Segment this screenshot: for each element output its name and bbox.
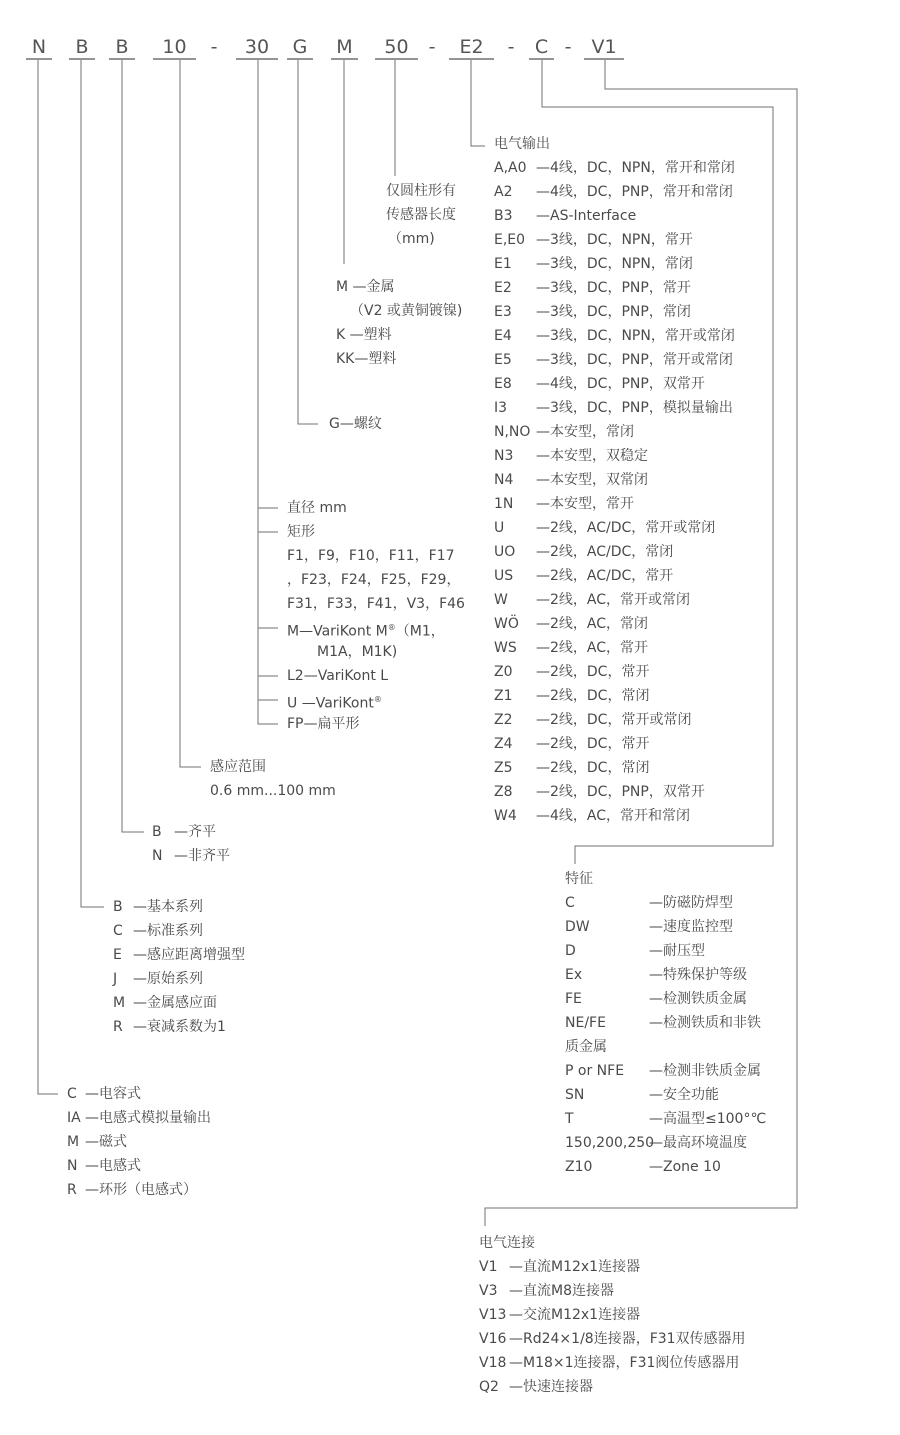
feature-key: SN <box>565 1087 585 1103</box>
list-item <box>479 1303 746 1327</box>
code-part-b1: B <box>75 36 89 58</box>
electrical-output-desc: —2线，DC，常闭 <box>536 760 650 776</box>
sensor-type-desc: —环形（电感式） <box>85 1182 197 1198</box>
feature-desc: —安全功能 <box>649 1087 719 1103</box>
length-line1: 仅圆柱形有 <box>386 183 456 199</box>
electrical-output-key: E2 <box>494 280 512 296</box>
list-item <box>565 891 766 915</box>
list-item <box>494 660 735 684</box>
code-part-m: M <box>336 36 353 58</box>
list-item <box>565 939 766 963</box>
list-item <box>494 228 735 252</box>
series-key: B <box>113 899 123 915</box>
connection-desc: —M18×1连接器，F31阀位传感器用 <box>509 1355 740 1371</box>
connection-desc: —快速连接器 <box>509 1379 593 1395</box>
sensing-range-title: 感应范围 <box>210 759 266 775</box>
electrical-output-key: E8 <box>494 376 512 392</box>
list-item <box>113 943 245 967</box>
feature-desc: —检测铁质金属 <box>649 991 747 1007</box>
sensor-type-key: R <box>67 1182 77 1198</box>
connection-desc: —直流M12x1连接器 <box>509 1259 641 1275</box>
electrical-output-list <box>494 132 735 828</box>
sensing-range-value: 0.6 mm...100 mm <box>210 783 336 799</box>
list-item <box>565 1011 766 1035</box>
list-item <box>494 588 735 612</box>
electrical-output-desc: —3线，DC，PNP，常开或常闭 <box>536 352 733 368</box>
housing-varikont-m-line2: M1A，M1K) <box>317 644 398 660</box>
electrical-output-key: W <box>494 592 508 608</box>
list-item <box>565 1155 766 1179</box>
series-desc: —感应距离增强型 <box>133 947 245 963</box>
series-key: E <box>113 947 122 963</box>
electrical-output-key: E,E0 <box>494 232 526 248</box>
code-part-n: N <box>31 36 47 58</box>
list-item <box>565 1059 766 1083</box>
series-key: J <box>113 971 118 987</box>
electrical-output-key: A,A0 <box>494 160 527 176</box>
feature-key: D <box>565 943 576 959</box>
electrical-output-desc: —3线，DC，PNP，常闭 <box>536 304 691 320</box>
feature-desc: —最高环境温度 <box>649 1135 747 1151</box>
list-item <box>113 1015 245 1039</box>
list-item <box>113 919 245 943</box>
mounting-desc: —非齐平 <box>174 848 230 864</box>
line-sensing-range <box>180 60 201 767</box>
code-dash-2: - <box>428 36 436 58</box>
list-item <box>479 1255 746 1279</box>
connection-desc: —交流M12x1连接器 <box>509 1307 641 1323</box>
electrical-output-desc: —2线，AC/DC，常闭 <box>536 544 674 560</box>
list-item <box>67 1154 211 1178</box>
list-item <box>494 780 735 804</box>
connection-key: Q2 <box>479 1379 499 1395</box>
list-item <box>565 1131 766 1155</box>
list-item <box>494 516 735 540</box>
electrical-output-key: WÖ <box>494 616 519 632</box>
electrical-output-key: B3 <box>494 208 513 224</box>
connection-key: V1 <box>479 1259 498 1275</box>
connection-key: V18 <box>479 1355 507 1371</box>
connection-list <box>479 1231 746 1399</box>
electrical-output-desc: —2线，DC，常开或常闭 <box>536 712 692 728</box>
electrical-output-desc: —2线，AC/DC，常开或常闭 <box>536 520 716 536</box>
code-part-v1: V1 <box>591 36 617 58</box>
list-item <box>113 991 245 1015</box>
electrical-output-desc: —本安型，常闭 <box>536 424 634 440</box>
code-dash-1: - <box>210 36 218 58</box>
electrical-output-key: N,NO <box>494 424 531 440</box>
sensor-type-desc: —磁式 <box>85 1134 127 1150</box>
housing-rect: 矩形 <box>287 524 315 540</box>
electrical-output-key: WS <box>494 640 517 656</box>
line-series <box>81 60 104 907</box>
list-item <box>494 732 735 756</box>
sensor-type-desc: —电容式 <box>85 1086 141 1102</box>
housing-rect-line2: ，F23，F24，F25，F29， <box>287 572 461 588</box>
list-item <box>494 348 735 372</box>
feature-key: Ex <box>565 967 583 983</box>
feature-key: C <box>565 895 575 911</box>
code-part-b2: B <box>115 36 129 58</box>
housing-varikont-m-label: M—VariKont M <box>287 623 388 640</box>
electrical-output-key: N3 <box>494 448 514 464</box>
electrical-output-key: US <box>494 568 514 584</box>
feature-key: Z10 <box>565 1159 593 1175</box>
electrical-output-key: Z0 <box>494 664 513 680</box>
list-item <box>494 396 735 420</box>
feature-desc: —检测铁质和非铁 <box>649 1015 761 1031</box>
feature-desc: —特殊保护等级 <box>649 967 747 983</box>
list-item <box>494 420 735 444</box>
electrical-output-desc: —本安型，双常闭 <box>536 472 648 488</box>
housing-varikont-m-models: （M1， <box>395 623 445 640</box>
electrical-output-desc: —3线，DC，NPN，常开 <box>536 232 693 248</box>
electrical-output-key: E4 <box>494 328 512 344</box>
list-item <box>494 180 735 204</box>
list-item <box>494 612 735 636</box>
list-item <box>67 1106 211 1130</box>
mounting-key: N <box>152 848 163 864</box>
series-key: C <box>113 923 123 939</box>
material-k: K —塑料 <box>336 327 392 343</box>
list-item <box>565 915 766 939</box>
electrical-output-key: UO <box>494 544 516 560</box>
electrical-output-key: N4 <box>494 472 514 488</box>
electrical-output-desc: —4线，DC，NPN，常开和常闭 <box>536 160 735 176</box>
code-dash-3: - <box>507 36 515 58</box>
length-line2: 传感器长度 <box>386 207 456 223</box>
line-output <box>471 60 485 146</box>
list-item <box>479 1351 746 1375</box>
electrical-output-desc: —2线，DC，常闭 <box>536 688 650 704</box>
list-item <box>494 300 735 324</box>
list-item <box>494 708 735 732</box>
feature-key: FE <box>565 991 582 1007</box>
housing-l2: L2—VariKont L <box>287 668 389 684</box>
mounting-list <box>152 820 230 868</box>
series-desc: —标准系列 <box>133 923 203 939</box>
electrical-output-key: Z8 <box>494 784 513 800</box>
electrical-output-desc: —3线，DC，PNP，模拟量输出 <box>536 400 733 416</box>
electrical-output-desc: —本安型，双稳定 <box>536 448 648 464</box>
list-item <box>479 1375 746 1399</box>
mounting-key: B <box>152 824 162 840</box>
electrical-output-title: 电气输出 <box>494 136 550 152</box>
electrical-output-key: Z1 <box>494 688 513 704</box>
electrical-output-key: Z5 <box>494 760 513 776</box>
line-housing <box>258 60 278 724</box>
list-item <box>152 820 230 844</box>
series-key: M <box>113 995 126 1011</box>
electrical-output-desc: —AS-Interface <box>536 208 637 224</box>
series-key: R <box>113 1019 123 1035</box>
list-item <box>113 895 245 919</box>
electrical-output-key: Z2 <box>494 712 513 728</box>
line-thread <box>298 60 318 424</box>
series-desc: —基本系列 <box>133 899 203 915</box>
list-item <box>67 1082 211 1106</box>
material-m: M —金属 <box>336 279 395 295</box>
connection-title: 电气连接 <box>479 1235 535 1251</box>
list-item <box>494 204 735 228</box>
electrical-output-desc: —4线，DC，PNP，常开和常闭 <box>536 184 733 200</box>
sensor-type-desc: —电感式 <box>85 1158 141 1174</box>
feature-key: P or NFE <box>565 1063 625 1079</box>
housing-u <box>287 691 382 713</box>
sensor-type-key: C <box>67 1086 77 1102</box>
housing-diameter: 直径 mm <box>287 500 347 516</box>
electrical-output-desc: —2线，DC，PNP，双常开 <box>536 784 705 800</box>
feature-desc: —速度监控型 <box>649 919 733 935</box>
electrical-output-key: E1 <box>494 256 512 272</box>
electrical-output-desc: —本安型，常开 <box>536 496 634 512</box>
code-part-30: 30 <box>244 36 270 58</box>
sensor-type-key: N <box>67 1158 78 1174</box>
list-item <box>494 564 735 588</box>
list-item <box>494 156 735 180</box>
connection-key: V16 <box>479 1331 507 1347</box>
housing-varikont-m <box>287 619 445 641</box>
list-item <box>494 276 735 300</box>
registered-mark: ® <box>387 623 396 632</box>
electrical-output-key: Z4 <box>494 736 513 752</box>
list-item <box>494 468 735 492</box>
feature-desc: —高温型≤100°℃ <box>649 1111 767 1127</box>
feature-desc: —防磁防焊型 <box>649 895 733 911</box>
line-sensor-type <box>38 60 58 1094</box>
sensor-type-key: IA <box>67 1110 81 1126</box>
features-list <box>565 867 766 1179</box>
code-part-g: G <box>292 36 308 58</box>
electrical-output-desc: —3线，DC，PNP，常开 <box>536 280 691 296</box>
electrical-output-desc: —4线，DC，PNP，双常开 <box>536 376 705 392</box>
list-item <box>494 756 735 780</box>
feature-desc: —Zone 10 <box>649 1159 721 1175</box>
list-item <box>494 372 735 396</box>
feature-key: T <box>565 1111 574 1127</box>
electrical-output-key: 1N <box>494 496 514 512</box>
electrical-output-desc: —2线，AC，常闭 <box>536 616 649 632</box>
list-item <box>67 1130 211 1154</box>
code-part-10: 10 <box>162 36 187 58</box>
electrical-output-key: E3 <box>494 304 512 320</box>
list-item <box>494 444 735 468</box>
electrical-output-desc: —3线，DC，NPN，常闭 <box>536 256 693 272</box>
connection-desc: —直流M8连接器 <box>509 1283 614 1299</box>
code-part-c: C <box>534 36 549 58</box>
electrical-output-desc: —3线，DC，NPN，常开或常闭 <box>536 328 735 344</box>
series-list <box>113 895 245 1039</box>
housing-rect-line1: F1，F9，F10，F11，F17 <box>287 548 455 564</box>
list-item <box>494 684 735 708</box>
code-dash-4: - <box>564 36 572 58</box>
electrical-output-key: E5 <box>494 352 512 368</box>
connection-key: V13 <box>479 1307 507 1323</box>
connection-key: V3 <box>479 1283 498 1299</box>
sensor-type-list <box>67 1082 211 1202</box>
sensor-type-key: M <box>67 1134 80 1150</box>
electrical-output-desc: —2线，DC，常开 <box>536 736 650 752</box>
material-m-note: （V2 或黄铜镀镍) <box>350 303 463 319</box>
list-item <box>67 1178 211 1202</box>
electrical-output-key: I3 <box>494 400 508 416</box>
feature-desc: —检测非铁质金属 <box>649 1063 761 1079</box>
sensor-type-desc: —电感式模拟量输出 <box>85 1110 211 1126</box>
list-item <box>494 252 735 276</box>
electrical-output-desc: —2线，AC，常开 <box>536 640 649 656</box>
list-item <box>113 967 245 991</box>
list-item <box>494 540 735 564</box>
feature-key: NE/FE <box>565 1015 606 1031</box>
series-desc: —原始系列 <box>133 971 203 987</box>
feature-key: 质金属 <box>565 1039 607 1055</box>
list-item <box>494 636 735 660</box>
registered-mark: ® <box>373 695 382 704</box>
list-item <box>565 1035 766 1059</box>
feature-key: 150,200,250 <box>565 1135 655 1151</box>
electrical-output-key: U <box>494 520 505 536</box>
list-item <box>494 804 735 828</box>
housing-rect-line3: F31，F33，F41，V3，F46 <box>287 596 465 612</box>
mounting-desc: —齐平 <box>174 824 216 840</box>
list-item <box>494 324 735 348</box>
list-item <box>479 1279 746 1303</box>
features-title: 特征 <box>565 871 593 887</box>
series-desc: —金属感应面 <box>133 995 217 1011</box>
housing-u-label: U —VariKont <box>287 695 374 712</box>
electrical-output-desc: —2线，DC，常开 <box>536 664 650 680</box>
electrical-output-desc: —2线，AC，常开或常闭 <box>536 592 691 608</box>
electrical-output-key: W4 <box>494 808 517 824</box>
list-item <box>152 844 230 868</box>
list-item <box>479 1327 746 1351</box>
length-line3: （mm) <box>388 231 435 247</box>
feature-key: DW <box>565 919 590 935</box>
series-desc: —衰减系数为1 <box>133 1019 226 1035</box>
list-item <box>565 1083 766 1107</box>
electrical-output-desc: —2线，AC/DC，常开 <box>536 568 674 584</box>
thread-label: G—螺纹 <box>329 416 382 432</box>
electrical-output-key: A2 <box>494 184 513 200</box>
material-kk: KK—塑料 <box>336 351 397 367</box>
connection-desc: —Rd24×1/8连接器，F31双传感器用 <box>509 1331 746 1347</box>
list-item <box>565 963 766 987</box>
list-item <box>494 492 735 516</box>
code-part-50: 50 <box>384 36 409 58</box>
code-part-e2: E2 <box>459 36 484 58</box>
housing-fp: FP—扁平形 <box>287 716 360 732</box>
list-item <box>565 1107 766 1131</box>
feature-desc: —耐压型 <box>649 943 705 959</box>
electrical-output-desc: —4线，AC，常开和常闭 <box>536 808 691 824</box>
list-item <box>565 987 766 1011</box>
line-mounting <box>122 60 144 832</box>
